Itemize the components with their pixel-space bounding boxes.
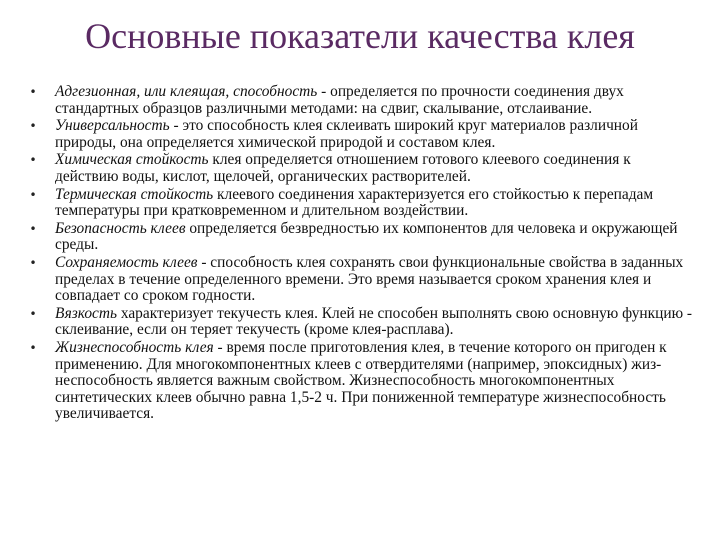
bullet-term: Жизнеспособность клея bbox=[55, 338, 214, 356]
bullet-term: Универсальность bbox=[55, 117, 170, 135]
bullet-term: Сохраняемость клеев bbox=[55, 253, 198, 271]
bullet-text: - определяется по прочности соединения двух стандартных образцов различными методами: на сдвиг, скалывание, отслаивание. bbox=[55, 83, 624, 117]
bullet-item-shelf-life bbox=[27, 255, 697, 305]
bullet-marker: • bbox=[29, 153, 37, 168]
bullet-item-viscosity bbox=[27, 306, 697, 339]
bullet-marker: • bbox=[29, 85, 37, 99]
bullet-item-thermal-resistance bbox=[27, 187, 697, 220]
bullet-marker: • bbox=[29, 306, 37, 321]
bullet-marker: • bbox=[29, 221, 37, 236]
bullet-text: - способность клея сохранять свои функциональные свойства в заданных пределах в течение определенного времени. Это время называется сроком хранения клея и совпадает со сроком годности. bbox=[55, 253, 684, 305]
bullet-term: Адгезионная, или клеящая, способность bbox=[55, 83, 318, 100]
bullet-item-adhesion bbox=[27, 84, 697, 117]
bullet-text: - время после приготовления клея, в течение которого он пригоден к применению. Для многокомпонентных клеев с отвердителями (например, эпоксидных) жиз-неспособность является важным свойством. Жизнеспособность многокомпонентных синтетических клеев обычно равна 1,5-2 ч. При пониженной температуре жизнеспособность увеличивается. bbox=[55, 338, 667, 423]
bullet-item-safety bbox=[27, 221, 697, 254]
bullet-item-universality bbox=[27, 118, 697, 151]
bullet-marker: • bbox=[29, 119, 37, 134]
bullet-item-pot-life bbox=[27, 340, 697, 423]
bullet-term: Вязкость bbox=[55, 304, 118, 322]
bullet-term: Термическая стойкость bbox=[55, 185, 214, 203]
bullet-list bbox=[27, 84, 697, 424]
bullet-marker: • bbox=[29, 187, 37, 202]
bullet-term: Химическая стойкость bbox=[55, 151, 209, 169]
bullet-text: - это способность клея склеивать широкий круг материалов различной природы, она определяется химической природой и составом клея. bbox=[55, 117, 638, 151]
bullet-text: характеризует текучесть клея. Клей не способен выполнять свою основную функцию - склеивание, если он теряет текучесть (кроме клея-расплава). bbox=[55, 304, 693, 339]
bullet-marker: • bbox=[29, 255, 37, 270]
bullet-text: клея определяется отношением готового клеевого соединения к действию воды, кислот, щелочей, органических растворителей. bbox=[55, 151, 631, 185]
bullet-term: Безопасность клеев bbox=[55, 219, 186, 237]
bullet-item-chemical-resistance bbox=[27, 152, 697, 185]
bullet-text: определяется безвредностью их компонентов для человека и окружающей среды. bbox=[55, 219, 678, 254]
bullet-marker: • bbox=[29, 340, 37, 355]
slide-title: Основные показатели качества клея bbox=[85, 16, 635, 56]
bullet-text: клеевого соединения характеризуется его стойкостью к перепадам температуры при кратковременном и длительном воздействии. bbox=[55, 185, 654, 220]
